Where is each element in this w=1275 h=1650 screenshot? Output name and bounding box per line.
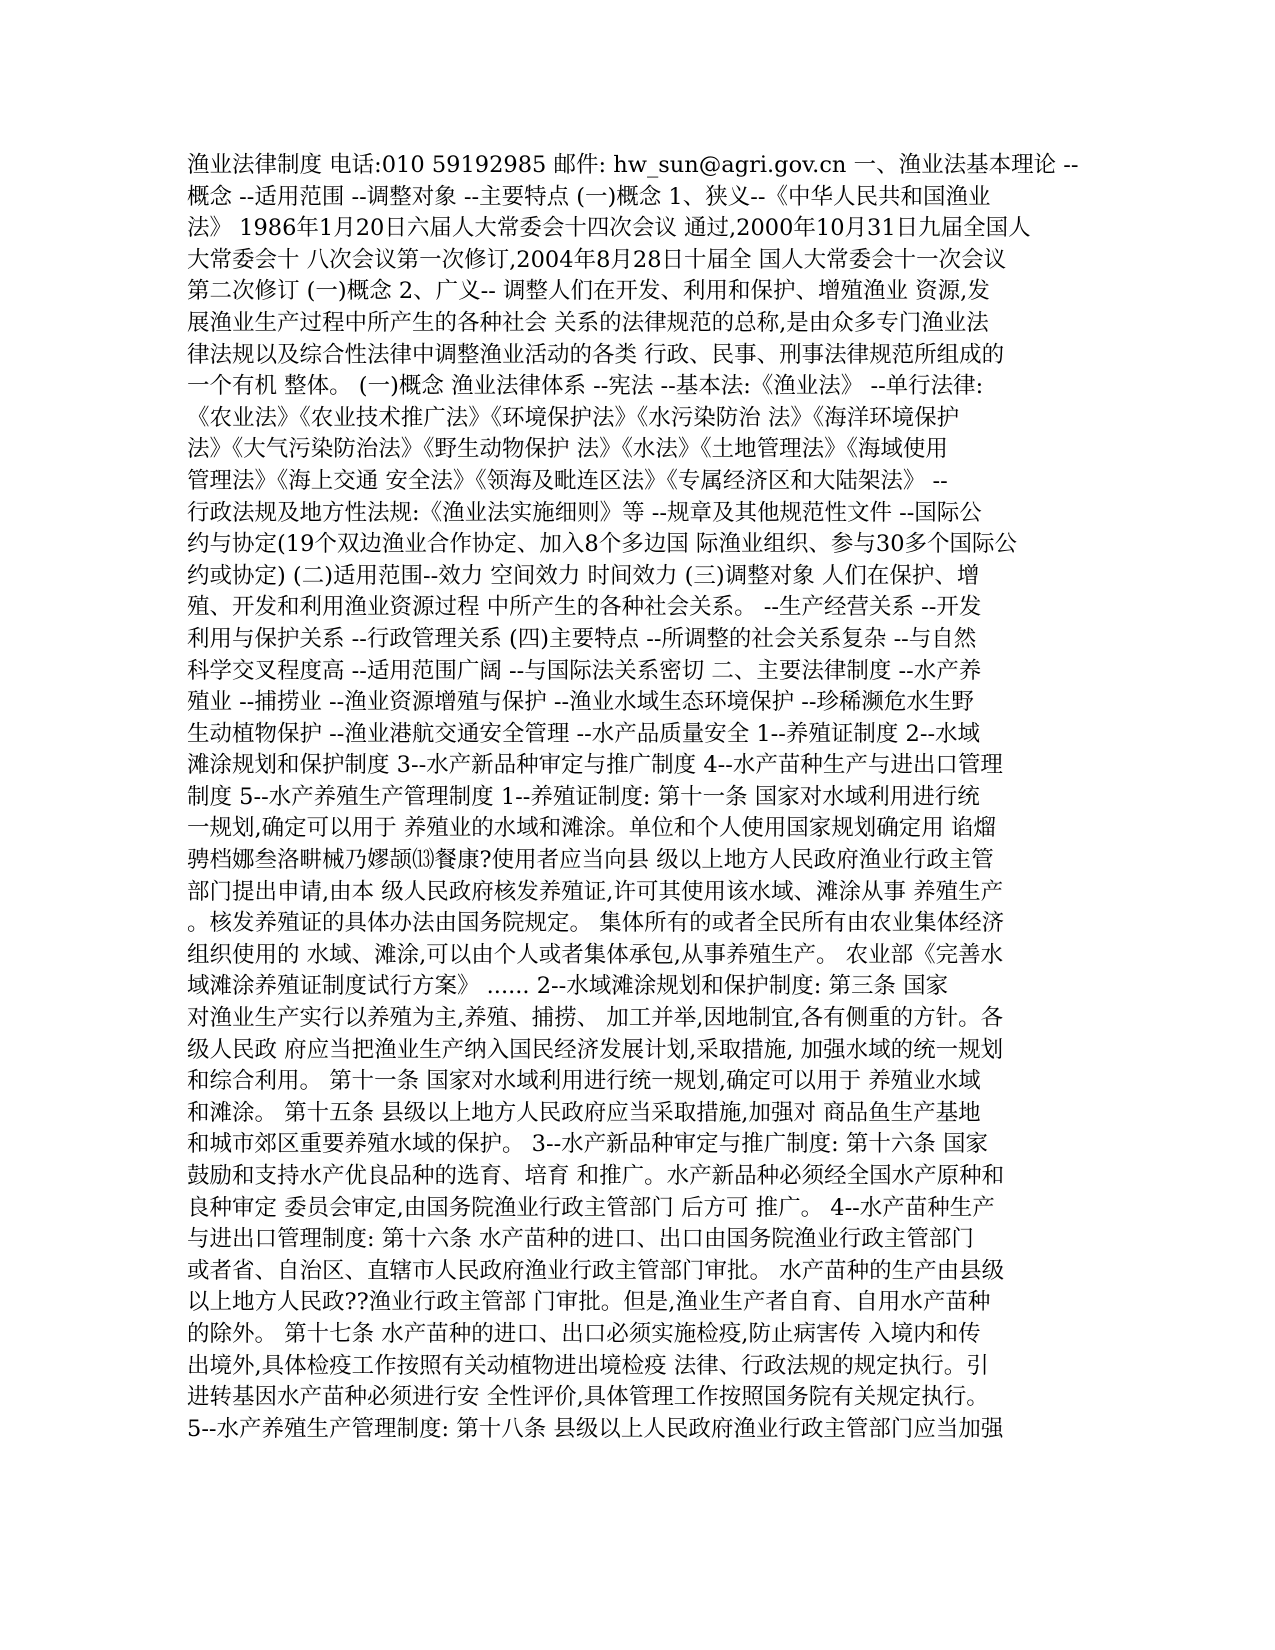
text-line: 滩涂规划和保护制度 3--水产新品种审定与推广制度 4--水产苗种生产与进出口管理 [187,752,1003,779]
text-line: 第二次修订 (一)概念 2、广义-- 调整人们在开发、利用和保护、增殖渔业 资源,发 [187,278,990,305]
text-line: 与进出口管理制度: 第十六条 水产苗种的进口、出口由国务院渔业行政主管部门 [187,1226,974,1253]
text-line: 法》《大气污染防治法》《野生动物保护 法》《水法》《土地管理法》《海域使用 [187,436,948,463]
text-line: 生动植物保护 --渔业港航交通安全管理 --水产品质量安全 1--养殖证制度 2--水域 [187,720,981,747]
text-line: 骋档娜叁洛畊械乃嫪颉⒀餐康?使用者应当向县 级以上地方人民政府渔业行政主管 [187,847,994,874]
text-line: 法》 1986年1月20日六届人大常委会十四次会议 通过,2000年10月31日九届全国人 [187,215,1031,242]
text-line: 渔业法律制度 电话:010 59192985 邮件: hw_sun@agri.gov.cn 一、渔业法基本理论 -- [187,152,1079,178]
text-line: 5--水产养殖生产管理制度: 第十八条 县级以上人民政府渔业行政主管部门应当加强 [187,1415,1004,1442]
text-line: 良种审定 委员会审定,由国务院渔业行政主管部门 后方可 推广。 4--水产苗种生产 [187,1194,995,1221]
text-line: 制度 5--水产养殖生产管理制度 1--养殖证制度: 第十一条 国家对水域利用进行统 [187,783,980,810]
text-line: 和滩涂。 第十五条 县级以上地方人民政府应当采取措施,加强对 商品鱼生产基地 [187,1099,981,1126]
text-line: 进转基因水产苗种必须进行安 全性评价,具体管理工作按照国务院有关规定执行。 [187,1384,989,1411]
text-line: 管理法》《海上交通 安全法》《领海及毗连区法》《专属经济区和大陆架法》 -- [187,467,948,494]
text-line: 展渔业生产过程中所产生的各种社会 关系的法律规范的总称,是由众多专门渔业法 [187,309,989,336]
body-text [187,150,1087,1445]
text-line: 殖、开发和利用渔业资源过程 中所产生的各种社会关系。 --生产经营关系 --开发 [187,594,982,621]
text-line: 约或协定) (二)适用范围--效力 空间效力 时间效力 (三)调整对象 人们在保护、增 [187,562,980,589]
text-line: 。核发养殖证的具体办法由国务院规定。 集体所有的或者全民所有由农业集体经济 [187,910,1005,937]
text-line: 域滩涂养殖证制度试行方案》 ...... 2--水域滩涂规划和保护制度: 第三条 国家 [187,973,949,1000]
text-line: 对渔业生产实行以养殖为主,养殖、捕捞、 加工并举,因地制宜,各有侧重的方针。各 [187,1005,1004,1032]
text-line: 一规划,确定可以用于 养殖业的水域和滩涂。单位和个人使用国家规划确定用 谄熘 [187,815,996,842]
text-line: 出境外,具体检疫工作按照有关动植物进出境检疫 法律、行政法规的规定执行。引 [187,1352,989,1379]
text-line: 组织使用的 水域、滩涂,可以由个人或者集体承包,从事养殖生产。 农业部《完善水 [187,941,1004,968]
text-line: 《农业法》《农业技术推广法》《环境保护法》《水污染防治 法》《海洋环境保护 [187,404,960,431]
text-line: 和城市郊区重要养殖水域的保护。 3--水产新品种审定与推广制度: 第十六条 国家 [187,1131,989,1158]
text-line: 行政法规及地方性法规:《渔业法实施细则》等 --规章及其他规范性文件 --国际公 [187,499,982,526]
text-line: 约与协定(19个双边渔业合作协定、加入8个多边国 际渔业组织、参与30多个国际公 [187,531,1018,558]
text-line: 利用与保护关系 --行政管理关系 (四)主要特点 --所调整的社会关系复杂 --与自然 [187,625,977,652]
text-line: 级人民政 府应当把渔业生产纳入国民经济发展计划,采取措施, 加强水域的统一规划 [187,1036,1004,1063]
text-line: 以上地方人民政??渔业行政主管部 门审批。但是,渔业生产者自育、自用水产苗种 [187,1289,991,1316]
text-line: 大常委会十 八次会议第一次修订,2004年8月28日十届全 国人大常委会十一次会议 [187,246,1007,273]
text-line: 科学交叉程度高 --适用范围广阔 --与国际法关系密切 二、主要法律制度 --水产养 [187,657,982,684]
text-line: 和综合利用。 第十一条 国家对水域利用进行统一规划,确定可以用于 养殖业水域 [187,1068,981,1095]
text-line: 律法规以及综合性法律中调整渔业活动的各类 行政、民事、刑事法律规范所组成的 [187,341,1005,368]
text-line: 概念 --适用范围 --调整对象 --主要特点 (一)概念 1、狭义--《中华人民共和国渔业 [187,183,991,210]
text-line: 部门提出申请,由本 级人民政府核发养殖证,许可其使用该水域、滩涂从事 养殖生产 [187,878,1004,905]
text-line: 的除外。 第十七条 水产苗种的进口、出口必须实施检疫,防止病害传 入境内和传 [187,1320,981,1347]
text-line: 一个有机 整体。 (一)概念 渔业法律体系 --宪法 --基本法:《渔业法》 --单行法律: [187,373,984,400]
text-line: 鼓励和支持水产优良品种的选育、培育 和推广。水产新品种必须经全国水产原种和 [187,1163,1005,1189]
text-line: 殖业 --捕捞业 --渔业资源增殖与保护 --渔业水域生态环境保护 --珍稀濒危水生野 [187,689,974,716]
text-line: 或者省、自治区、直辖市人民政府渔业行政主管部门审批。 水产苗种的生产由县级 [187,1257,1005,1284]
